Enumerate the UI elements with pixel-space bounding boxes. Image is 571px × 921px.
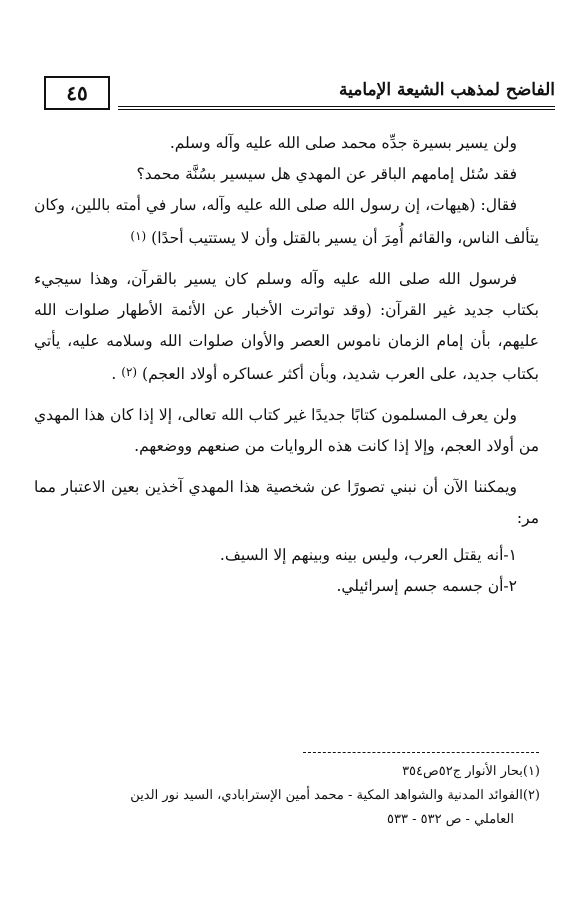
footnote-separator bbox=[303, 752, 539, 753]
paragraph: ولن يسير بسيرة جدِّه محمد صلى الله عليه وآله وسلم. bbox=[169, 134, 517, 152]
page-number: ٤٥ bbox=[44, 76, 110, 110]
page-header bbox=[44, 72, 555, 116]
paragraph: فقد سُئل إمامهم الباقر عن المهدي هل سيسير بسُنَّة محمد؟ bbox=[136, 165, 517, 183]
paragraph-text: فرسول الله صلى الله عليه وآله وسلم كان يسير بالقرآن، وهذا سيجيء بكتاب جديد غير القرآن: (وقد تواترت الأخبار عن الأئمة الأطهار صلوات الله عليهم، بأن إمام الزمان ناموس العصر والأوان صلوات الله وسلامه عليه، يأتي بكتاب جديد، على العرب شديد، وبأن أكثر عساكره أولاد العجم) bbox=[34, 270, 539, 383]
body-text bbox=[34, 128, 539, 602]
paragraph: ويمكننا الآن أن نبني تصورًا عن شخصية هذا المهدي آخذين بعين الاعتبار مما مر: bbox=[34, 478, 539, 527]
running-title: الفاضح لمذهب الشيعة الإمامية bbox=[338, 80, 555, 100]
list-item: ٢-أن جسمه جسم إسرائيلي. bbox=[336, 577, 517, 595]
paragraph-with-ref: فرسول الله صلى الله عليه وآله وسلم كان يسير بالقرآن، وهذا سيجيء بكتاب جديد غير القرآن: (وقد تواترت الأخبار عن الأئمة الأطهار صلوات الله عليهم، بأن إمام الزمان ناموس العصر والأوان صلوات الله وسلامه عليه، يأتي بكتاب جديد، على العرب شديد، وبأن أكثر عساكره أولاد العجم) (٢) . bbox=[34, 270, 539, 383]
header-rule bbox=[118, 106, 555, 110]
footnote-continuation: العاملي - ص ٥٣٢ - ٥٣٣ bbox=[387, 812, 514, 827]
footnote: (١)بحار الأنوار ج٥٢ص٣٥٤ bbox=[402, 764, 540, 779]
footnote-ref: (١) bbox=[130, 229, 147, 243]
footnotes bbox=[30, 760, 540, 832]
list-item: ١-أنه يقتل العرب، وليس بينه وبينهم إلا السيف. bbox=[219, 546, 517, 564]
paragraph: ولن يعرف المسلمون كتابًا جديدًا غير كتاب الله تعالى، إلا إذا كان هذا المهدي من أولاد العجم، وإلا إذا كانت هذه الروايات من صنعهم ووضعهم. bbox=[34, 406, 539, 455]
paragraph-with-ref bbox=[34, 190, 539, 254]
paragraph-text: فقال: (هيهات، إن رسول الله صلى الله عليه وآله، سار في أمته باللين، وكان يتألف الناس، والقائم أُمِرَ أن يسير بالقتل وأن لا يستتيب أحدًا) bbox=[34, 196, 539, 247]
footnote-ref: (٢) bbox=[121, 365, 138, 379]
footnote: (٢)الفوائد المدنية والشواهد المكية - محمد أمين الإسترابادي، السيد نور الدين bbox=[130, 788, 540, 803]
